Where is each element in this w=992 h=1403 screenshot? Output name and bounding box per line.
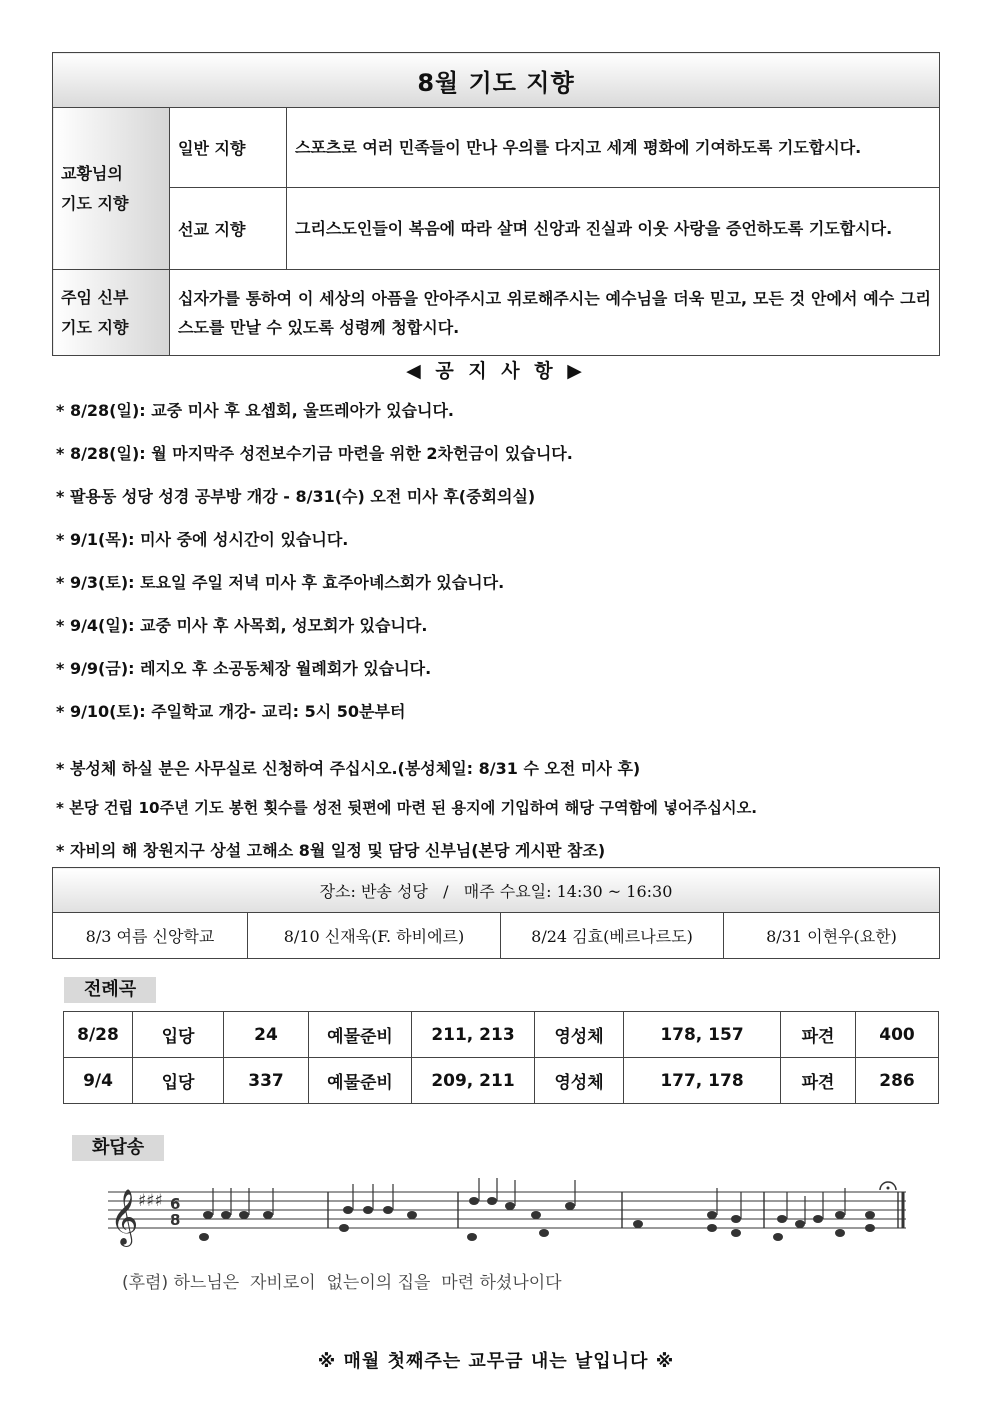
hymn-label-communion: 영성체 [535, 1058, 624, 1104]
mission-intention-text: 그리스도인들이 복음에 따라 살며 신앙과 진실과 이웃 사랑을 증언하도록 기도합시다. [287, 188, 940, 270]
notice-item: * 팔용동 성당 성경 공부방 개강 - 8/31(수) 오전 미사 후(중회의실) [56, 487, 536, 506]
confession-cell: 8/3 여름 신앙학교 [53, 913, 248, 959]
psalm-label: 화답송 [72, 1135, 164, 1161]
notice-item: * 9/3(토): 토요일 주일 저녁 미사 후 효주아녜스회가 있습니다. [56, 573, 505, 592]
time-signature-bottom: 8 [170, 1211, 181, 1229]
hymn-row [64, 1058, 939, 1104]
hymn-table [63, 1011, 939, 1104]
hymn-date: 9/4 [64, 1058, 133, 1104]
time-signature-top: 6 [170, 1195, 181, 1213]
prayer-title: 8월 기도 지향 [53, 53, 940, 108]
hymns-label: 전례곡 [64, 977, 156, 1003]
hymn-offertory-number: 209, 211 [412, 1058, 535, 1104]
hymn-label-entrance: 입당 [133, 1058, 224, 1104]
notice-item: * 8/28(일): 교중 미사 후 요셉회, 울뜨레아가 있습니다. [56, 401, 454, 420]
pastor-intention-text: 십자가를 통하여 이 세상의 아픔을 안아주시고 위로해주시는 예수님을 더욱 믿고, 모든 것 안에서 예수 그리스도를 만날 수 있도록 성령께 청합시다. [170, 270, 940, 356]
notice-item: * 9/1(목): 미사 중에 성시간이 있습니다. [56, 530, 349, 549]
hymn-offertory-number: 211, 213 [412, 1012, 535, 1058]
treble-clef-icon: 𝄞 [110, 1189, 139, 1245]
notice-item: * 9/10(토): 주일학교 개강- 교리: 5시 50분부터 [56, 702, 406, 721]
hymn-communion-number: 178, 157 [624, 1012, 781, 1058]
pope-intention-header [53, 108, 170, 270]
notice-item: * 8/28(일): 월 마지막주 성전보수기금 마련을 위한 2차헌금이 있습니다. [56, 444, 573, 463]
confession-cell: 8/24 김효(베르나르도) [501, 913, 724, 959]
hymn-label-dismissal: 파견 [781, 1012, 856, 1058]
prayer-intention-table [52, 52, 940, 356]
sharp-icon: ♯♯♯ [138, 1191, 163, 1211]
psalm-music-score [100, 1178, 912, 1304]
pastor-intention-header [53, 270, 170, 356]
hymn-label-dismissal: 파견 [781, 1058, 856, 1104]
pastor-header-line2: 기도 지향 [61, 317, 129, 337]
staff-lines [108, 1192, 906, 1228]
hymn-label-offertory: 예물준비 [309, 1058, 412, 1104]
confession-schedule-table [52, 867, 940, 959]
hymn-communion-number: 177, 178 [624, 1058, 781, 1104]
general-intention-text: 스포츠로 여러 민족들이 만나 우의를 다지고 세계 평화에 기여하도록 기도합시다. [287, 108, 940, 188]
notice-extra-item: * 본당 건립 10주년 기도 봉헌 횟수를 성전 뒷편에 마련 된 용지에 기입하여 해당 구역함에 넣어주십시오. [56, 799, 758, 817]
notice-extra-item: * 봉성체 하실 분은 사무실로 신청하여 주십시오.(봉성체일: 8/31 수 오전 미사 후) [56, 759, 641, 778]
hymn-label-entrance: 입당 [133, 1012, 224, 1058]
hymn-date: 8/28 [64, 1012, 133, 1058]
hymn-row [64, 1012, 939, 1058]
notices-title: ◀ 공 지 사 항 ▶ [406, 360, 586, 382]
hymn-dismissal-number: 400 [856, 1012, 939, 1058]
pope-header-line2: 기도 지향 [61, 193, 129, 213]
notice-item: * 9/4(일): 교중 미사 후 사목회, 성모회가 있습니다. [56, 616, 428, 635]
hymn-entrance-number: 24 [224, 1012, 309, 1058]
confession-cell: 8/31 이현우(요한) [724, 913, 940, 959]
general-intention-label: 일반 지향 [170, 108, 287, 188]
hymn-dismissal-number: 286 [856, 1058, 939, 1104]
pastor-header-line1: 주임 신부 [61, 287, 129, 307]
footer-notice: ※ 매월 첫째주는 교무금 내는 날입니다 ※ [317, 1351, 675, 1372]
hymn-entrance-number: 337 [224, 1058, 309, 1104]
hymn-label-communion: 영성체 [535, 1012, 624, 1058]
hymn-label-offertory: 예물준비 [309, 1012, 412, 1058]
pope-header-line1: 교황님의 [61, 163, 123, 183]
notice-item: * 9/9(금): 레지오 후 소공동체장 월례회가 있습니다. [56, 659, 432, 678]
psalm-lyrics: (후렴) 하느님은 자비로이 없는이의 집을 마련 하셨나이다 [122, 1273, 562, 1293]
notice-extra-item: * 자비의 해 창원지구 상설 고해소 8월 일정 및 담당 신부님(본당 게시판 참조) [56, 841, 606, 860]
mission-intention-label: 선교 지향 [170, 188, 287, 270]
confession-header: 장소: 반송 성당 / 매주 수요일: 14:30 ~ 16:30 [53, 868, 940, 913]
confession-cell: 8/10 신재욱(F. 하비에르) [248, 913, 501, 959]
